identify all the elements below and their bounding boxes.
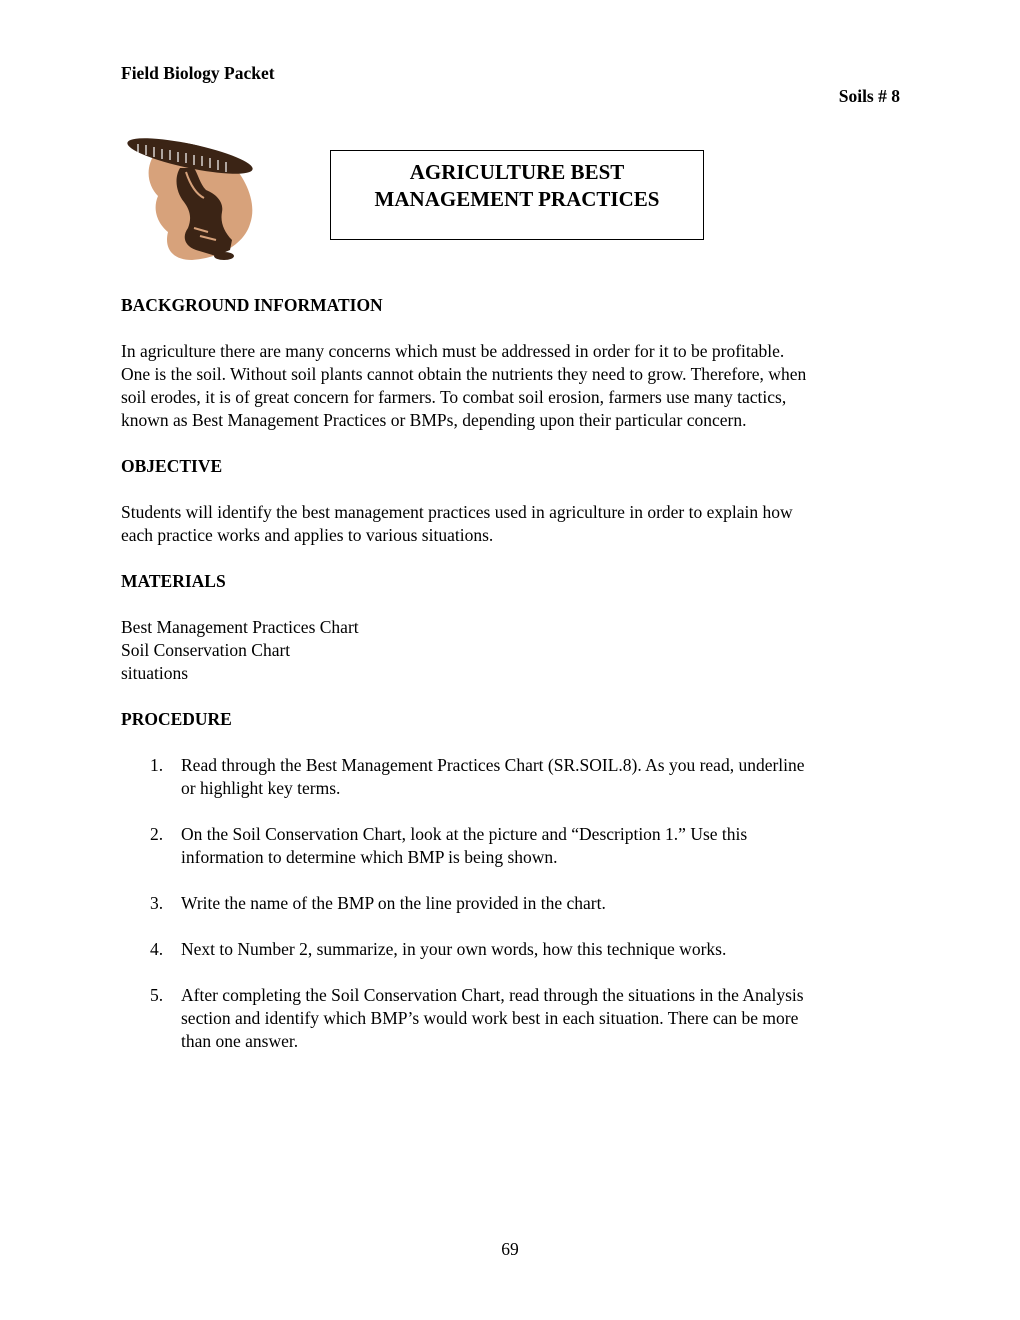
text-line: each practice works and applies to various situations. bbox=[121, 525, 494, 545]
section-label: Soils # 8 bbox=[838, 86, 900, 106]
step-text bbox=[181, 892, 911, 915]
background-text bbox=[121, 340, 911, 432]
materials-list bbox=[121, 616, 911, 685]
step-number: 2. bbox=[150, 824, 164, 844]
text-line: Students will identify the best management practices used in agriculture in order to explain how bbox=[121, 502, 793, 522]
text-line: section and identify which BMP’s would work best in each situation. There can be more bbox=[181, 1008, 799, 1028]
page-number: 69 bbox=[501, 1239, 519, 1259]
step-text bbox=[181, 754, 911, 800]
step-number: 1. bbox=[150, 755, 164, 775]
step-number: 4. bbox=[150, 939, 164, 959]
step-number: 3. bbox=[150, 893, 164, 913]
text-line: or highlight key terms. bbox=[181, 778, 341, 798]
objective-text bbox=[121, 501, 911, 547]
materials-heading: MATERIALS bbox=[121, 571, 226, 591]
step-number: 5. bbox=[150, 985, 164, 1005]
text-line: In agriculture there are many concerns which must be addressed in order for it to be profitable. bbox=[121, 341, 785, 361]
list-item: Soil Conservation Chart bbox=[121, 640, 291, 660]
procedure-heading: PROCEDURE bbox=[121, 709, 232, 729]
text-line: After completing the Soil Conservation Chart, read through the situations in the Analysis bbox=[181, 985, 804, 1005]
list-item: Best Management Practices Chart bbox=[121, 617, 359, 637]
farmer-carrying-hat-icon bbox=[120, 132, 260, 267]
step-text bbox=[181, 984, 911, 1053]
text-line: information to determine which BMP is being shown. bbox=[181, 847, 558, 867]
text-line: Write the name of the BMP on the line provided in the chart. bbox=[181, 893, 606, 913]
objective-heading: OBJECTIVE bbox=[121, 456, 223, 476]
list-item: situations bbox=[121, 663, 189, 683]
title-line-1: AGRICULTURE BEST bbox=[409, 160, 625, 184]
text-line: than one answer. bbox=[181, 1031, 299, 1051]
step-text bbox=[181, 938, 911, 961]
step-text bbox=[181, 823, 911, 869]
text-line: One is the soil. Without soil plants cannot obtain the nutrients they need to grow. Therefore, when bbox=[121, 364, 807, 384]
text-line: Read through the Best Management Practices Chart (SR.SOIL.8). As you read, underline bbox=[181, 755, 805, 775]
text-line: Next to Number 2, summarize, in your own words, how this technique works. bbox=[181, 939, 727, 959]
background-heading: BACKGROUND INFORMATION bbox=[121, 295, 383, 315]
title-line-2: MANAGEMENT PRACTICES bbox=[374, 187, 660, 211]
packet-title: Field Biology Packet bbox=[121, 63, 275, 83]
text-line: On the Soil Conservation Chart, look at the picture and “Description 1.” Use this bbox=[181, 824, 748, 844]
text-line: known as Best Management Practices or BMPs, depending upon their particular concern. bbox=[121, 410, 747, 430]
text-line: soil erodes, it is of great concern for farmers. To combat soil erosion, farmers use many tactics, bbox=[121, 387, 787, 407]
page-title bbox=[330, 150, 704, 240]
